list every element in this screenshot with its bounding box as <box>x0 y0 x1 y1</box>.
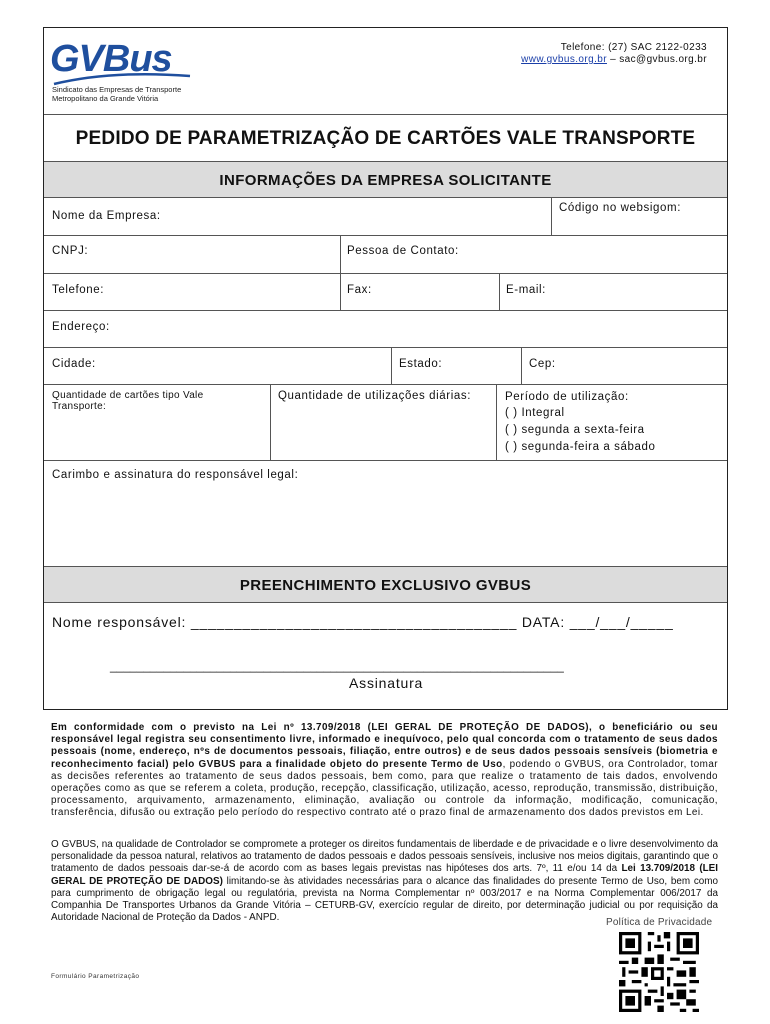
period-option-mon-sat[interactable]: ( ) segunda-feira a sábado <box>505 441 656 453</box>
contact-info <box>521 42 707 66</box>
signature-caption: Assinatura <box>349 675 424 691</box>
logo-wordmark: GVBus <box>50 38 172 80</box>
card-quantity-label: Quantidade de cartões tipo Vale Transporte: <box>52 390 204 412</box>
section-heading-gvbus: PREENCHIMENTO EXCLUSIVO GVBUS <box>239 577 532 594</box>
city-row <box>44 348 727 385</box>
signature-row <box>44 461 727 567</box>
website-link[interactable]: www.gvbus.org.br <box>521 54 607 65</box>
daily-uses-label: Quantidade de utilizações diárias: <box>278 390 472 402</box>
privacy-policy-label: Política de Privacidade <box>606 917 713 928</box>
title-row <box>44 115 727 162</box>
period-field <box>496 385 727 460</box>
contact-person-label: Pessoa de Contato: <box>347 245 459 257</box>
company-section-header <box>44 162 727 198</box>
privacy-qr-code-icon[interactable] <box>619 932 699 1012</box>
cnpj-label: CNPJ: <box>52 245 89 257</box>
company-name-field[interactable] <box>44 198 551 235</box>
state-label: Estado: <box>399 358 443 370</box>
company-name-label: Nome da Empresa: <box>52 210 161 222</box>
email-text: – sac@gvbus.org.br <box>606 54 707 65</box>
state-field[interactable] <box>391 348 521 384</box>
cnpj-row <box>44 236 727 274</box>
card-quantity-field[interactable] <box>44 385 270 460</box>
stamp-signature-field[interactable] <box>44 461 727 566</box>
form-title: PEDIDO DE PARAMETRIZAÇÃO DE CARTÕES VALE TRANSPORTE <box>75 128 696 149</box>
contact-person-field[interactable] <box>340 236 727 273</box>
fax-label: Fax: <box>347 284 372 296</box>
email-label: E-mail: <box>506 284 546 296</box>
phone-field[interactable] <box>44 274 340 310</box>
phone-label: Telefone: <box>52 284 105 296</box>
daily-uses-field[interactable] <box>270 385 496 460</box>
zip-field[interactable] <box>521 348 727 384</box>
section-heading: INFORMAÇÕES DA EMPRESA SOLICITANTE <box>219 172 552 189</box>
address-field[interactable] <box>44 311 727 347</box>
controller-paragraph: O GVBUS, na qualidade de Controlador se compromete a proteger os direitos fundamentais de liberdade e de privacidade e o livre desenvolvimento da personalidade da pessoa natural, relativos ao tratamento de dados pessoais e dados pessoais sensíveis, inclusive nos meios digitais, garantindo que o tratamento de dados pessoais dar-se-á de acordo com as bases legais previstas nas hipóteses dos arts. 7º, 11 e/ou 14 da Lei 13.709/2018 (LEI GERAL DE PROTEÇÃO DE DADOS) limitando-se às atividades necessárias para o alcance das finalidades do presente Termo de Uso, bem como para cumprimento de obrigação legal ou regulatória, prevista na Norma Complementar nº 003/2017 e na Norma Complementar 006/2017 da Companhia De Transportes Urbanos da Grande Vitória – CETURB-GV, exercício regular de direito, por determinação judicial ou por requisição da Autoridade Nacional de Proteção da Dados - ANPD. <box>51 839 718 924</box>
usage-row <box>44 385 727 461</box>
request-form <box>43 27 728 710</box>
phone-row <box>44 274 727 311</box>
consent-paragraph: Em conformidade com o previsto na Lei nº 13.709/2018 (LEI GERAL DE PROTEÇÃO DE DADOS), o beneficiário ou seu responsável legal registra seu consentimento livre, informado e inequívoco, pelo qual concorda com o tratamento de seus dados pessoais (nome, endereço, nºs de documentos pessoais, filiação, entre outros) e de seus dados pessoais sensíveis (biometria e reconhecimento facial) pelo GVBUS para a finalidade objeto do presente Termo de Uso, podendo o GVBUS, ora Controlador, tomar as decisões referentes ao tratamento de seus dados pessoais, bem como, para que realize o tratamento de tais dados, envolvendo operações como as que se referem a coleta, produção, recepção, classificação, utilização, acesso, reprodução, transmissão, distribuição, processamento, arquivamento, armazenamento, eliminação, avaliação ou controle da informação, modificação, comunicação, transferência, difusão ou extração pelo período do respectivo contrato até o prazo final de armazenamento dos dados previstos em Lei. <box>51 722 719 819</box>
form-header <box>44 28 727 115</box>
phone-text: Telefone: (27) SAC 2122-0233 <box>560 42 707 53</box>
period-option-weekdays[interactable]: ( ) segunda a sexta-feira <box>505 424 645 436</box>
company-name-row <box>44 198 727 236</box>
signature-line[interactable]: ____________________________________________________________________ <box>110 659 564 673</box>
gvbus-section-body <box>44 603 727 709</box>
period-option-integral[interactable]: ( ) Integral <box>505 407 565 419</box>
stamp-signature-label: Carimbo e assinatura do responsável legal: <box>52 469 299 481</box>
responsible-date-line[interactable]: Nome responsável: ______________________________________ DATA: ___/___/_____ <box>52 614 674 630</box>
organization-name: Sindicato das Empresas de Transporte Metropolitano da Grande Vitória <box>52 85 182 103</box>
email-field[interactable] <box>499 274 727 310</box>
zip-label: Cep: <box>529 358 556 370</box>
address-row <box>44 311 727 348</box>
websigom-code-label: Código no websigom: <box>559 202 681 214</box>
form-footer: Formulário Parametrização <box>51 973 140 980</box>
city-field[interactable] <box>44 348 391 384</box>
period-label: Período de utilização: <box>505 391 629 403</box>
city-label: Cidade: <box>52 358 96 370</box>
address-label: Endereço: <box>52 321 110 333</box>
fax-field[interactable] <box>340 274 499 310</box>
gvbus-section-header <box>44 567 727 603</box>
websigom-code-field[interactable] <box>551 198 727 235</box>
cnpj-field[interactable] <box>44 236 340 273</box>
